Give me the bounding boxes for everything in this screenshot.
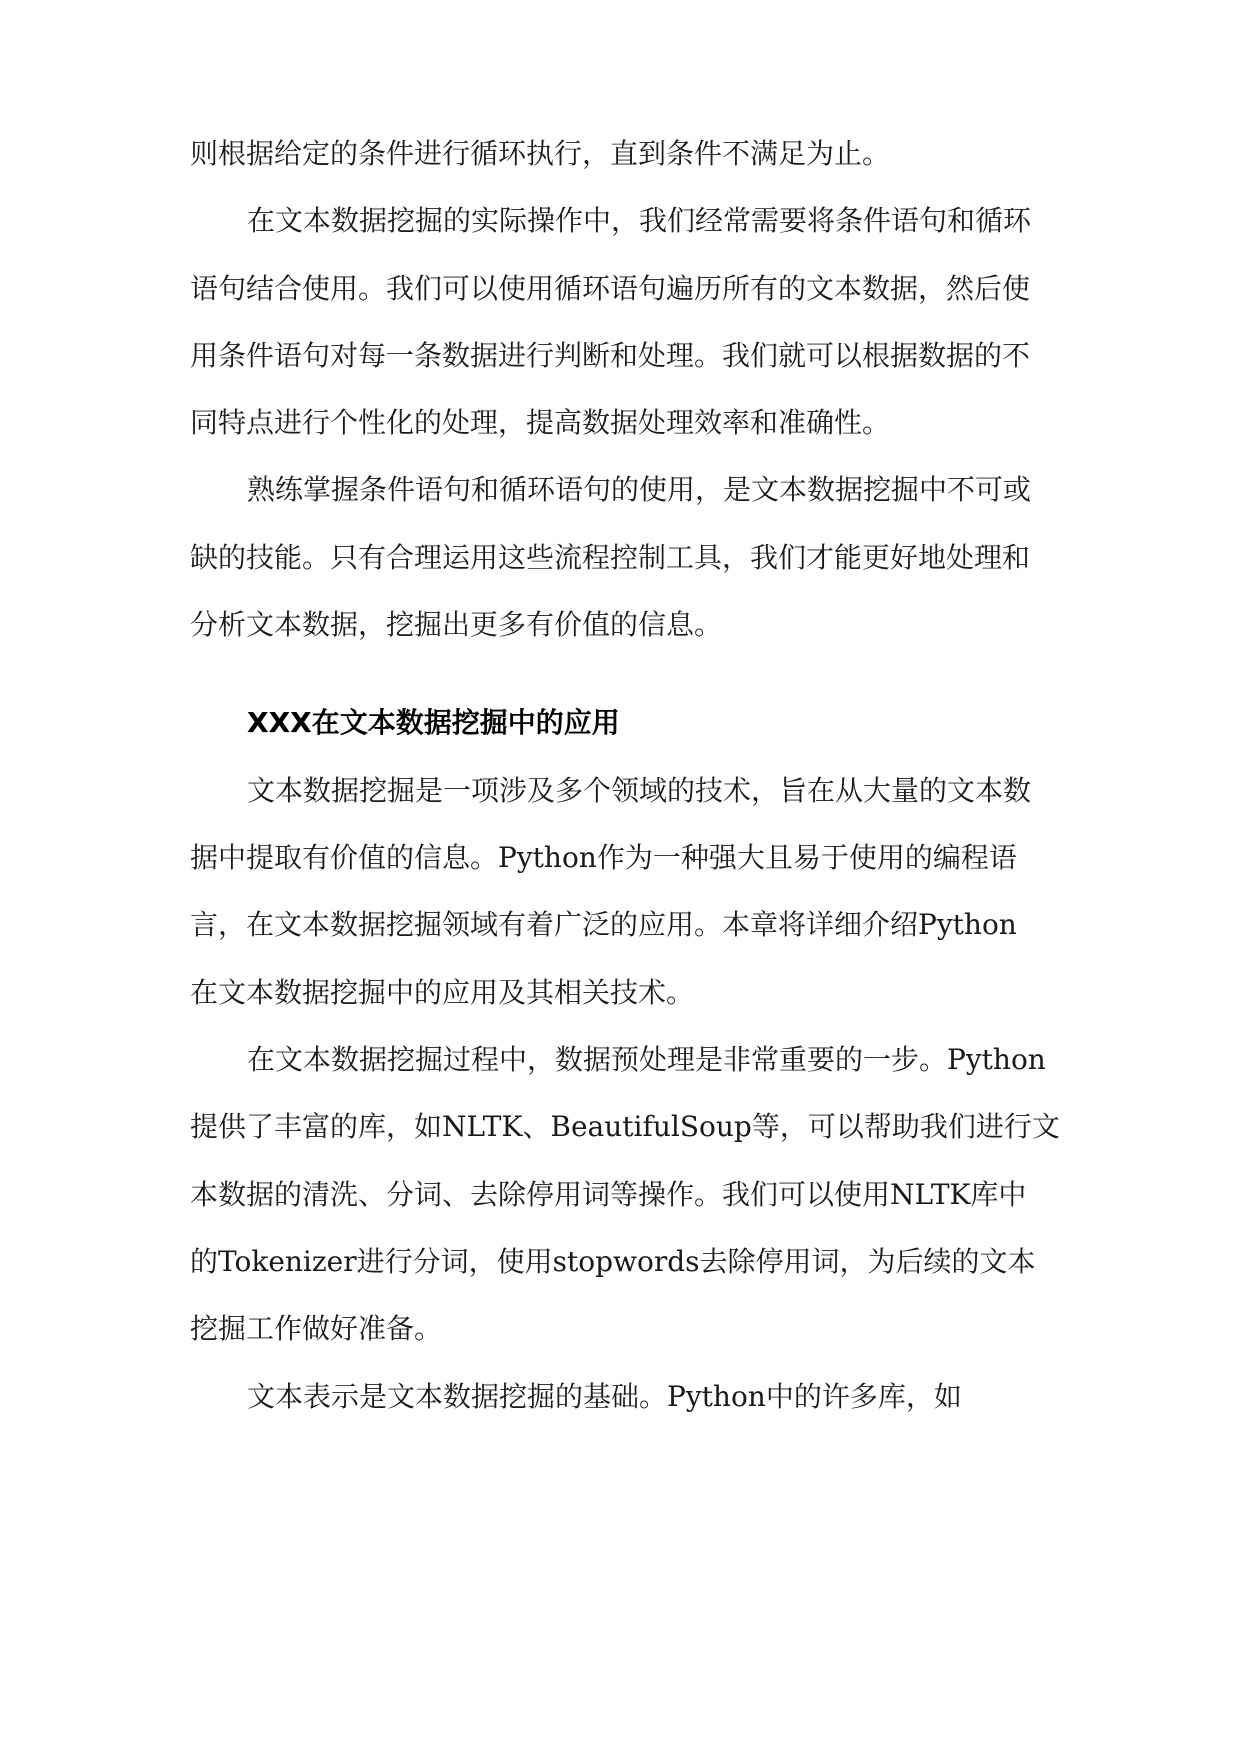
paragraph-line: 文本表示是文本数据挖掘的基础。Python中的许多库，如: [247, 1380, 962, 1413]
paragraph-line: 提供了丰富的库，如NLTK、BeautifulSoup等，可以帮助我们进行文: [190, 1110, 1060, 1143]
paragraph-line: 本数据的清洗、分词、去除停用词等操作。我们可以使用NLTK库中: [190, 1178, 1027, 1211]
paragraph-line: 在文本数据挖掘过程中，数据预处理是非常重要的一步。Python: [247, 1043, 1046, 1076]
section-heading: XXX在文本数据挖掘中的应用: [247, 706, 620, 739]
paragraph-line: 的Tokenizer进行分词，使用stopwords去除停用词，为后续的文本: [190, 1245, 1036, 1278]
paragraph-line: 据中提取有价值的信息。Python作为一种强大且易于使用的编程语: [190, 841, 1017, 874]
paragraph-line: 文本数据挖掘是一项涉及多个领域的技术，旨在从大量的文本数: [247, 774, 1032, 807]
paragraph-line: 同特点进行个性化的处理，提高数据处理效率和准确性。: [190, 406, 891, 439]
paragraph-line: 言，在文本数据挖掘领域有着广泛的应用。本章将详细介绍Python: [190, 908, 1017, 941]
paragraph-line: 语句结合使用。我们可以使用循环语句遍历所有的文本数据，然后使: [190, 272, 1031, 305]
paragraph-line: 则根据给定的条件进行循环执行，直到条件不满足为止。: [190, 137, 891, 170]
paragraph-line: 在文本数据挖掘中的应用及其相关技术。: [190, 976, 695, 1009]
paragraph-line: 用条件语句对每一条数据进行判断和处理。我们就可以根据数据的不: [190, 339, 1031, 372]
paragraph-line: 挖掘工作做好准备。: [190, 1312, 443, 1345]
paragraph-line: 熟练掌握条件语句和循环语句的使用，是文本数据挖掘中不可或: [247, 473, 1032, 506]
paragraph-line: 缺的技能。只有合理运用这些流程控制工具，我们才能更好地处理和: [190, 541, 1031, 574]
paragraph-line: 在文本数据挖掘的实际操作中，我们经常需要将条件语句和循环: [247, 204, 1032, 237]
paragraph-line: 分析文本数据，挖掘出更多有价值的信息。: [190, 608, 723, 641]
